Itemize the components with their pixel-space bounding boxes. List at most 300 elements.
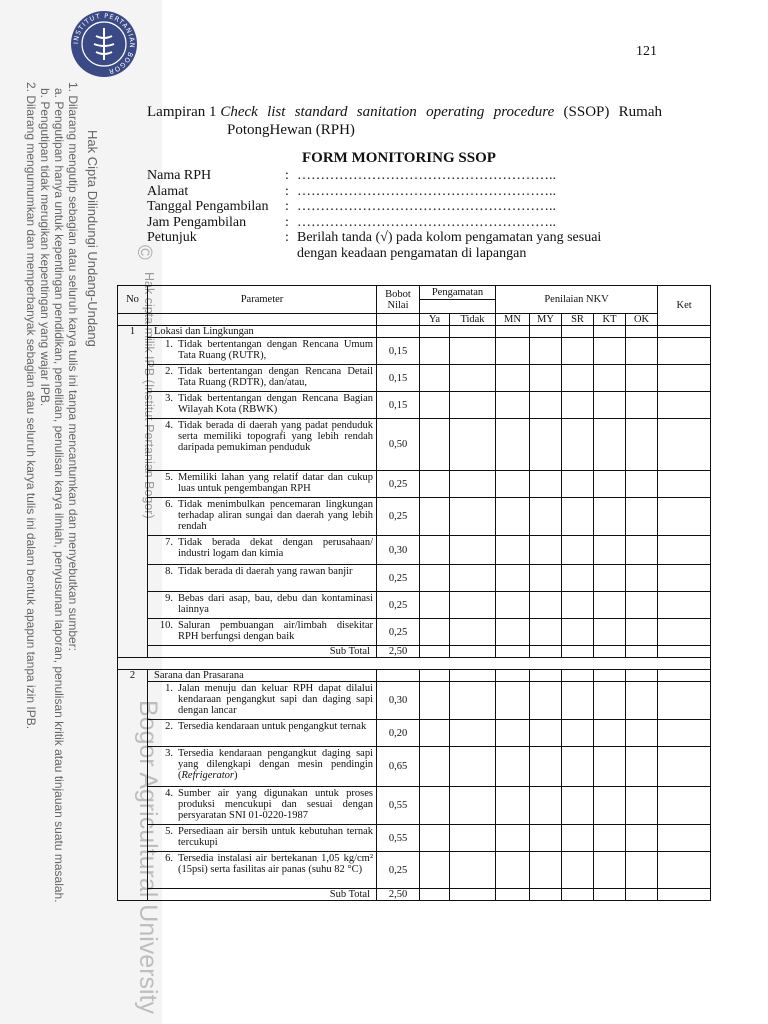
sr-cell[interactable] — [562, 720, 594, 747]
copyright-note-1: 1. Dilarang mengutip sebagian atau seluruh karya tulis ini tanpa mencantumkan dan menyebutkan sumber: — [66, 82, 80, 652]
ket-cell[interactable] — [658, 536, 711, 565]
my-cell[interactable] — [530, 471, 562, 498]
my-cell[interactable] — [530, 825, 562, 852]
ket-cell[interactable] — [658, 338, 711, 365]
ya-cell[interactable] — [420, 565, 450, 592]
empty-cell — [562, 670, 594, 682]
kt-cell[interactable] — [594, 852, 626, 889]
tidak-cell[interactable] — [450, 338, 496, 365]
empty-cell — [626, 670, 658, 682]
field-label: Alamat — [147, 183, 189, 199]
my-cell[interactable] — [530, 536, 562, 565]
tidak-cell[interactable] — [450, 747, 496, 787]
ya-cell[interactable] — [420, 392, 450, 419]
table-row — [118, 338, 711, 365]
item-text: Tidak bertentangan dengan Rencana Umum Tata Ruang (RUTR), — [178, 339, 373, 361]
header-sr: SR — [562, 314, 594, 326]
tidak-cell[interactable] — [450, 787, 496, 825]
sr-cell[interactable] — [562, 498, 594, 536]
item-number: 4. — [165, 420, 173, 431]
tidak-cell[interactable] — [450, 852, 496, 889]
item-text: Persediaan air bersih untuk kebutuhan ternak tercukupi — [178, 826, 373, 848]
field-label: Jam Pengambilan — [147, 214, 247, 230]
ya-cell[interactable] — [420, 498, 450, 536]
weight-cell: 0,50 — [377, 419, 420, 471]
kt-cell[interactable] — [594, 471, 626, 498]
ssop-table — [117, 285, 711, 901]
table-row — [118, 471, 711, 498]
my-cell[interactable] — [530, 787, 562, 825]
tidak-cell[interactable] — [450, 392, 496, 419]
weight-cell: 0,30 — [377, 682, 420, 720]
ok-cell[interactable] — [626, 565, 658, 592]
weight-cell: 0,20 — [377, 720, 420, 747]
field-row: Tanggal Pengambilan : ……………………………………………….. — [147, 199, 556, 214]
table-row — [118, 619, 711, 646]
ok-cell[interactable] — [626, 392, 658, 419]
form-title: FORM MONITORING SSOP — [302, 150, 496, 166]
mn-cell[interactable] — [496, 365, 530, 392]
table-row — [118, 825, 711, 852]
item-text: Tersedia kendaraan untuk pengangkut ternak — [178, 721, 367, 732]
parameter-cell — [148, 419, 377, 471]
kt-cell[interactable] — [594, 338, 626, 365]
weight-cell: 0,25 — [377, 471, 420, 498]
table-row — [118, 720, 711, 747]
subtotal-row — [118, 889, 711, 901]
ket-cell[interactable] — [658, 852, 711, 889]
kt-cell[interactable] — [594, 536, 626, 565]
tidak-cell[interactable] — [450, 471, 496, 498]
appendix-prefix: Lampiran 1 — [147, 104, 221, 120]
parameter-cell — [148, 682, 377, 720]
item-number: 2. — [165, 366, 173, 377]
watermark-university: Bogor Agricultural University — [134, 700, 162, 1015]
parameter-cell — [148, 471, 377, 498]
parameter-cell — [148, 747, 377, 787]
empty-cell — [626, 646, 658, 658]
weight-cell: 0,15 — [377, 365, 420, 392]
weight-cell: 0,15 — [377, 338, 420, 365]
mn-cell[interactable] — [496, 536, 530, 565]
ok-cell[interactable] — [626, 720, 658, 747]
sr-cell[interactable] — [562, 392, 594, 419]
parameter-cell — [148, 825, 377, 852]
header-pengamatan: Pengamatan — [420, 286, 496, 300]
sr-cell[interactable] — [562, 747, 594, 787]
item-text: Tidak berada dekat dengan perusahaan/ industri logam dan kimia — [178, 537, 373, 559]
logo-arc-text: INSTITUT PERTANIAN BOGOR — [71, 11, 137, 76]
weight-cell: 0,65 — [377, 747, 420, 787]
empty-cell — [562, 646, 594, 658]
weight-cell: 0,25 — [377, 852, 420, 889]
tidak-cell[interactable] — [450, 419, 496, 471]
ya-cell[interactable] — [420, 720, 450, 747]
header-kt: KT — [594, 314, 626, 326]
mn-cell[interactable] — [496, 747, 530, 787]
header-my: MY — [530, 314, 562, 326]
kt-cell[interactable] — [594, 747, 626, 787]
watermark-owner: Hak cipta milik IPB (Institut Pertanian Bogor) — [142, 272, 156, 519]
table-row — [118, 592, 711, 619]
ket-cell[interactable] — [658, 392, 711, 419]
ya-cell[interactable] — [420, 682, 450, 720]
table-row — [118, 747, 711, 787]
copyright-title: Hak Cipta Dilindungi Undang-Undang — [85, 130, 100, 347]
ket-cell[interactable] — [658, 498, 711, 536]
my-cell[interactable] — [530, 720, 562, 747]
item-text: Tersedia instalasi air bertekanan 1,05 kg/cm² (15psi) serta fasilitas air panas (suhu 82 °C) — [178, 853, 373, 875]
empty-cell — [658, 670, 711, 682]
tidak-cell[interactable] — [450, 682, 496, 720]
item-text: Tidak berada di daerah yang padat penduduk serta memiliki topografi yang lebih rendah daripada pemukiman penduduk — [178, 420, 373, 453]
subtotal-row — [118, 646, 711, 658]
empty-cell — [377, 670, 420, 682]
copyright-note-1a: a. Pengutipan hanya untuk kepentingan pendidikan, penelitian, penulisan karya ilmiah, penyusunan laporan, penulisan kritik atau tinjauan suatu masalah. — [52, 88, 66, 903]
field-row: Alamat : ……………………………………………….. — [147, 183, 556, 199]
sr-cell[interactable] — [562, 852, 594, 889]
ket-cell[interactable] — [658, 825, 711, 852]
kt-cell[interactable] — [594, 825, 626, 852]
field-row: Jam Pengambilan : ……………………………………………….. — [147, 214, 556, 230]
empty-cell — [530, 670, 562, 682]
tidak-cell[interactable] — [450, 825, 496, 852]
item-text: Tidak berada di daerah yang rawan banjir — [178, 566, 353, 577]
empty-cell — [496, 646, 530, 658]
mn-cell[interactable] — [496, 825, 530, 852]
ya-cell[interactable] — [420, 747, 450, 787]
sr-cell[interactable] — [562, 825, 594, 852]
item-number: 3. — [165, 748, 173, 759]
header-bobot: Bobot Nilai — [377, 286, 420, 314]
ok-cell[interactable] — [626, 619, 658, 646]
parameter-cell — [148, 338, 377, 365]
kt-cell[interactable] — [594, 498, 626, 536]
parameter-cell — [148, 619, 377, 646]
copyright-note-2: 2. Dilarang mengumumkan dan memperbanyak sebagian atau seluruh karya tulis ini dalam bentuk apapun tanpa izin IPB. — [24, 82, 38, 730]
empty-cell — [450, 889, 496, 901]
mn-cell[interactable] — [496, 787, 530, 825]
item-text: Tersedia kendaraan pengangkut daging sapi yang dilengkapi dengan mesin pendingin (Refrigerator) — [178, 748, 373, 781]
mn-cell[interactable] — [496, 392, 530, 419]
header-penilaian-nkv: Penilaian NKV — [496, 286, 658, 314]
parameter-cell — [148, 592, 377, 619]
empty-cell — [420, 670, 450, 682]
section-row — [118, 670, 711, 682]
ok-cell[interactable] — [626, 471, 658, 498]
kt-cell[interactable] — [594, 365, 626, 392]
empty-cell — [658, 326, 711, 338]
field-value: ……………………………………………….. — [297, 183, 556, 199]
ok-cell[interactable] — [626, 747, 658, 787]
my-cell[interactable] — [530, 592, 562, 619]
kt-cell[interactable] — [594, 592, 626, 619]
item-number: 8. — [165, 566, 173, 577]
my-cell[interactable] — [530, 365, 562, 392]
ipb-logo — [70, 10, 138, 78]
tidak-cell[interactable] — [450, 498, 496, 536]
spacer-cell — [118, 658, 711, 670]
item-number: 2. — [165, 721, 173, 732]
sr-cell[interactable] — [562, 682, 594, 720]
ok-cell[interactable] — [626, 852, 658, 889]
empty-cell — [626, 889, 658, 901]
my-cell[interactable] — [530, 852, 562, 889]
table-row — [118, 419, 711, 471]
sr-cell[interactable] — [562, 536, 594, 565]
section-title: Lokasi dan Lingkungan — [148, 326, 377, 338]
weight-cell: 0,55 — [377, 787, 420, 825]
subtotal-value: 2,50 — [377, 889, 420, 901]
ok-cell[interactable] — [626, 365, 658, 392]
empty-cell — [420, 326, 450, 338]
empty-cell — [496, 670, 530, 682]
parameter-cell — [148, 392, 377, 419]
kt-cell[interactable] — [594, 720, 626, 747]
section-title: Sarana dan Prasarana — [148, 670, 377, 682]
item-text: Tidak bertentangan dengan Rencana Bagian Wilayah Kota (RBWK) — [178, 393, 373, 415]
copyright-note-1b: b. Pengutipan tidak merugikan kepentingan yang wajar IPB. — [38, 88, 52, 407]
empty-cell — [450, 670, 496, 682]
sr-cell[interactable] — [562, 338, 594, 365]
field-row: Petunjuk : Berilah tanda (√) pada kolom pengamatan yang sesuai — [147, 230, 602, 245]
header-ya: Ya — [420, 314, 450, 326]
ya-cell[interactable] — [420, 787, 450, 825]
tidak-cell[interactable] — [450, 720, 496, 747]
mn-cell[interactable] — [496, 419, 530, 471]
item-text: Memiliki lahan yang relatif datar dan cukup luas untuk pengembangan RPH — [178, 472, 373, 494]
my-cell[interactable] — [530, 619, 562, 646]
field-label: Petunjuk — [147, 230, 197, 245]
item-number: 9. — [165, 593, 173, 604]
table-row — [118, 365, 711, 392]
ya-cell[interactable] — [420, 852, 450, 889]
field-row: Nama RPH : ……………………………………………….. — [147, 168, 556, 183]
item-number: 5. — [165, 472, 173, 483]
kt-cell[interactable] — [594, 419, 626, 471]
empty-cell — [496, 889, 530, 901]
appendix-title-italic: Check list standard sanitation operating procedure — [220, 104, 555, 120]
ok-cell[interactable] — [626, 419, 658, 471]
weight-cell: 0,25 — [377, 592, 420, 619]
header-ok: OK — [626, 314, 658, 326]
item-text: Jalan menuju dan keluar RPH dapat dilalui kendaraan pengangkut sapi dan daging sapi dengan lancar — [178, 683, 373, 716]
ya-cell[interactable] — [420, 471, 450, 498]
mn-cell[interactable] — [496, 471, 530, 498]
section-number: 2 — [118, 670, 148, 901]
table-row — [118, 392, 711, 419]
empty-cell — [562, 326, 594, 338]
weight-cell: 0,25 — [377, 619, 420, 646]
empty-cell — [626, 326, 658, 338]
table-row — [118, 682, 711, 720]
empty-cell — [530, 326, 562, 338]
ok-cell[interactable] — [626, 592, 658, 619]
sr-cell[interactable] — [562, 419, 594, 471]
ya-cell[interactable] — [420, 536, 450, 565]
empty-cell — [496, 326, 530, 338]
field-value: ……………………………………………….. — [297, 168, 556, 183]
item-number: 7. — [165, 537, 173, 548]
weight-cell: 0,15 — [377, 392, 420, 419]
instruction-line1: Berilah tanda (√) pada kolom pengamatan yang sesuai — [297, 230, 602, 245]
instruction-line2: dengan keadaan pengamatan di lapangan — [297, 245, 527, 261]
mn-cell[interactable] — [496, 852, 530, 889]
ket-cell[interactable] — [658, 747, 711, 787]
empty-cell — [450, 326, 496, 338]
empty-cell — [450, 646, 496, 658]
appendix-line2: PotongHewan (RPH) — [227, 122, 355, 138]
parameter-cell — [148, 565, 377, 592]
kt-cell[interactable] — [594, 392, 626, 419]
ket-cell[interactable] — [658, 619, 711, 646]
ok-cell[interactable] — [626, 536, 658, 565]
empty-cell — [562, 889, 594, 901]
header-tidak: Tidak — [450, 314, 496, 326]
mn-cell[interactable] — [496, 619, 530, 646]
my-cell[interactable] — [530, 498, 562, 536]
tidak-cell[interactable] — [450, 592, 496, 619]
kt-cell[interactable] — [594, 619, 626, 646]
tidak-cell[interactable] — [450, 536, 496, 565]
header-ket: Ket — [658, 286, 711, 326]
appendix-heading — [147, 103, 662, 139]
kt-cell[interactable] — [594, 787, 626, 825]
sr-cell[interactable] — [562, 365, 594, 392]
ok-cell[interactable] — [626, 498, 658, 536]
header-mn: MN — [496, 314, 530, 326]
my-cell[interactable] — [530, 338, 562, 365]
my-cell[interactable] — [530, 565, 562, 592]
item-number: 4. — [165, 788, 173, 799]
field-label: Tanggal Pengambilan — [147, 199, 269, 214]
empty-cell — [594, 889, 626, 901]
field-label: Nama RPH — [147, 168, 212, 183]
parameter-cell — [148, 720, 377, 747]
field-value: ……………………………………………….. — [297, 199, 556, 214]
empty-cell — [594, 670, 626, 682]
mn-cell[interactable] — [496, 565, 530, 592]
ya-cell[interactable] — [420, 592, 450, 619]
kt-cell[interactable] — [594, 565, 626, 592]
header-parameter: Parameter — [148, 286, 377, 314]
table-row — [118, 498, 711, 536]
subtotal-label: Sub Total — [148, 889, 377, 901]
item-number: 1. — [165, 683, 173, 694]
my-cell[interactable] — [530, 747, 562, 787]
mn-cell[interactable] — [496, 682, 530, 720]
sr-cell[interactable] — [562, 619, 594, 646]
item-number: 6. — [165, 499, 173, 510]
ya-cell[interactable] — [420, 619, 450, 646]
item-number: 5. — [165, 826, 173, 837]
weight-cell: 0,30 — [377, 536, 420, 565]
empty-cell — [658, 646, 711, 658]
item-number: 3. — [165, 393, 173, 404]
ket-cell[interactable] — [658, 592, 711, 619]
sr-cell[interactable] — [562, 787, 594, 825]
ok-cell[interactable] — [626, 682, 658, 720]
my-cell[interactable] — [530, 682, 562, 720]
subtotal-value: 2,50 — [377, 646, 420, 658]
empty-cell — [594, 326, 626, 338]
page-number: 121 — [636, 44, 657, 59]
my-cell[interactable] — [530, 392, 562, 419]
item-number: 1. — [165, 339, 173, 350]
empty-cell — [420, 889, 450, 901]
empty-cell — [530, 889, 562, 901]
subtotal-label: Sub Total — [148, 646, 377, 658]
empty-cell — [377, 326, 420, 338]
parameter-cell — [148, 365, 377, 392]
ya-cell[interactable] — [420, 825, 450, 852]
table-row — [118, 852, 711, 889]
table-row — [118, 536, 711, 565]
ok-cell[interactable] — [626, 338, 658, 365]
ket-cell[interactable] — [658, 471, 711, 498]
kt-cell[interactable] — [594, 682, 626, 720]
spacer-row — [118, 658, 711, 670]
item-text: Saluran pembuangan air/limbah disekitar RPH berfungsi dengan baik — [178, 620, 373, 642]
parameter-cell — [148, 536, 377, 565]
my-cell[interactable] — [530, 419, 562, 471]
field-value: ……………………………………………….. — [297, 214, 556, 230]
empty-cell — [658, 889, 711, 901]
parameter-cell — [148, 498, 377, 536]
tidak-cell[interactable] — [450, 365, 496, 392]
sr-cell[interactable] — [562, 565, 594, 592]
weight-cell: 0,25 — [377, 498, 420, 536]
ket-cell[interactable] — [658, 365, 711, 392]
ya-cell[interactable] — [420, 338, 450, 365]
mn-cell[interactable] — [496, 338, 530, 365]
ket-cell[interactable] — [658, 682, 711, 720]
item-number: 10. — [159, 620, 173, 631]
empty-cell — [594, 646, 626, 658]
copyright-symbol: © — [133, 245, 155, 260]
mn-cell[interactable] — [496, 720, 530, 747]
ok-cell[interactable] — [626, 787, 658, 825]
item-text: Bebas dari asap, bau, debu dan kontaminasi lainnya — [178, 593, 373, 615]
ket-cell[interactable] — [658, 787, 711, 825]
item-text: Tidak bertentangan dengan Rencana Detail Tata Ruang (RDTR), dan/atau, — [178, 366, 373, 388]
ket-cell[interactable] — [658, 720, 711, 747]
tidak-cell[interactable] — [450, 565, 496, 592]
item-text: Sumber air yang digunakan untuk proses produksi mencukupi dan sesuai dengan persyaratan SNI 01-0220-1987 — [178, 788, 373, 821]
ya-cell[interactable] — [420, 365, 450, 392]
mn-cell[interactable] — [496, 498, 530, 536]
ket-cell[interactable] — [658, 565, 711, 592]
sr-cell[interactable] — [562, 471, 594, 498]
table-row — [118, 565, 711, 592]
ket-cell[interactable] — [658, 419, 711, 471]
weight-cell: 0,55 — [377, 825, 420, 852]
section-number: 1 — [118, 326, 148, 658]
ok-cell[interactable] — [626, 825, 658, 852]
appendix-suffix: (SSOP) Rumah — [554, 104, 662, 120]
mn-cell[interactable] — [496, 592, 530, 619]
empty-cell — [530, 646, 562, 658]
empty-cell — [420, 646, 450, 658]
header-no: No — [118, 286, 148, 314]
item-text: Tidak menimbulkan pencemaran lingkungan terhadap aliran sungai dan daerah yang lebih rendah — [178, 499, 373, 532]
tidak-cell[interactable] — [450, 619, 496, 646]
ya-cell[interactable] — [420, 419, 450, 471]
section-row — [118, 326, 711, 338]
table-row — [118, 787, 711, 825]
item-number: 6. — [165, 853, 173, 864]
sr-cell[interactable] — [562, 592, 594, 619]
